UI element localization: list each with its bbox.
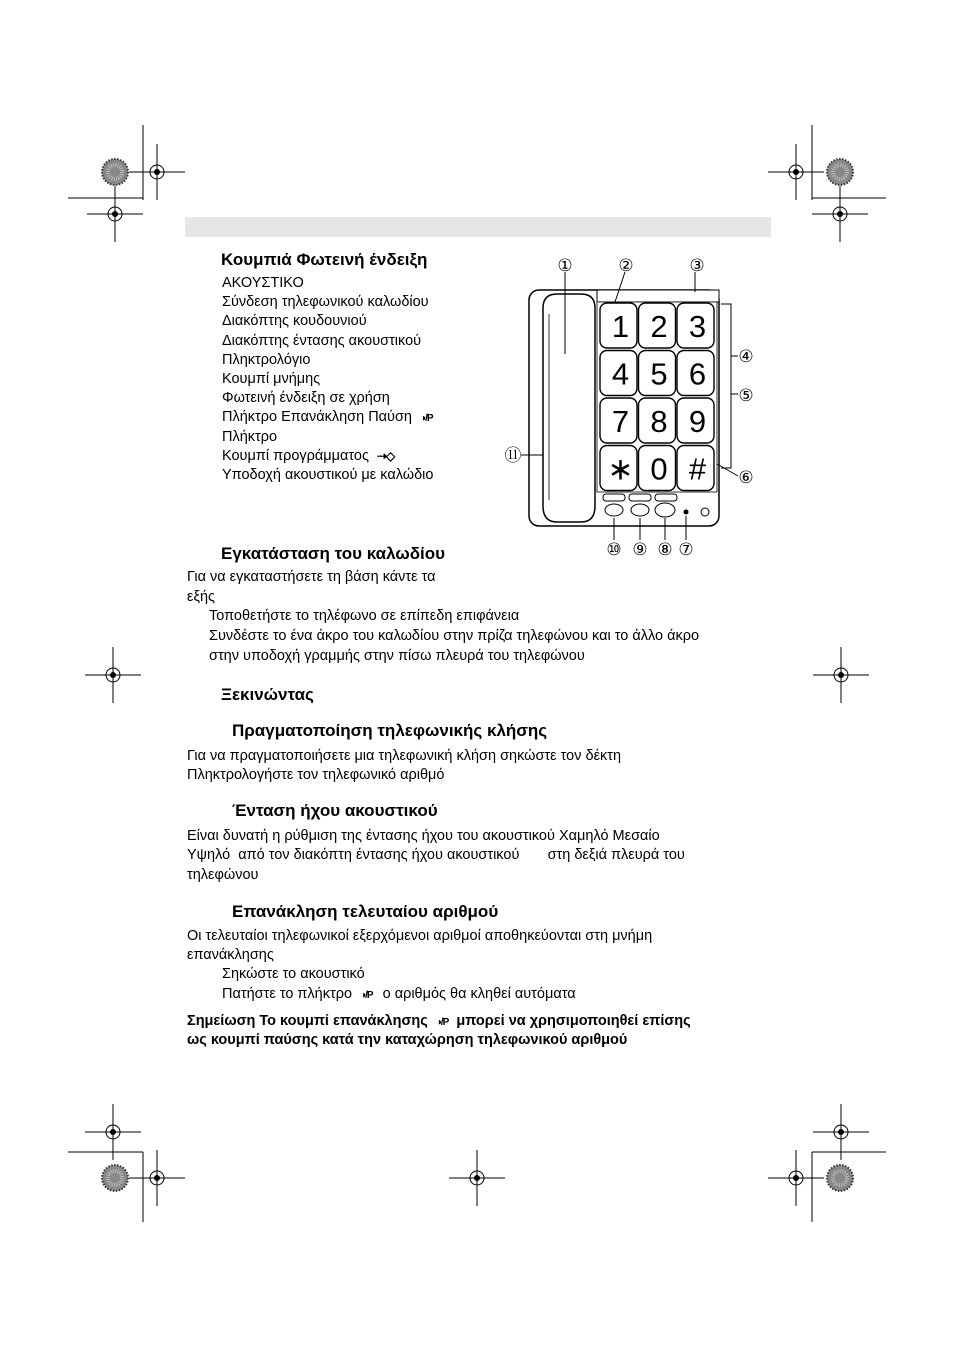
crosshair-icon — [129, 144, 185, 200]
list-item-redial — [222, 409, 433, 425]
note-text: μπορεί να χρησιμοποιηθεί επίσης — [456, 1013, 691, 1029]
paragraph-line: Οι τελευταίοι τηλεφωνικοί εξερχόμενοι αριθμοί αποθηκεύονται στη μνήμη — [187, 928, 653, 944]
keypad-key-label: 0 — [650, 451, 668, 487]
crosshair-icon — [812, 186, 868, 242]
color-target-icon — [827, 159, 853, 185]
keypad-key-label: 1 — [611, 309, 630, 344]
paragraph-line: επανάκλησης — [187, 947, 274, 963]
call-heading: Πραγματοποίηση τηλεφωνικής κλήσης — [232, 721, 548, 740]
list-item: Φωτεινή ένδειξη σε χρήση — [222, 390, 390, 406]
volume-heading: Ένταση ήχου ακουστικού — [232, 801, 438, 820]
color-target-icon — [102, 1165, 128, 1191]
install-heading: Εγκατάσταση του καλωδίου — [221, 544, 446, 563]
crosshair-icon — [449, 1150, 505, 1206]
keypad-key-label: 3 — [688, 309, 707, 344]
list-item: Συνδέστε το ένα άκρο του καλωδίου στην πρίζα τηλεφώνου και το άλλο άκρο — [209, 628, 700, 644]
callout-11: ⑪ — [504, 446, 522, 465]
note-line — [187, 1013, 691, 1029]
crosshair-icon — [85, 647, 141, 703]
paragraph-line: Είναι δυνατή η ρύθμιση της έντασης ήχου του ακουστικού Χαμηλό Μεσαίο — [187, 828, 660, 844]
paragraph-line: Για να πραγματοποιήσετε μια τηλεφωνική κλήση σηκώστε τον δέκτη — [187, 748, 622, 764]
callout-7: ⑦ — [678, 540, 694, 559]
list-item: Πληκτρολόγιο — [222, 352, 311, 368]
callout-10: ⑩ — [606, 540, 622, 559]
callout-6: ⑥ — [738, 468, 754, 487]
list-item: Σύνδεση τηλεφωνικού καλωδίου — [222, 294, 429, 310]
keypad-key-label: 6 — [688, 356, 707, 392]
redial-heading: Επανάκληση τελευταίου αριθμού — [232, 902, 499, 921]
program-icon: ⇢◇ — [377, 449, 395, 463]
list-item-label: ο αριθμός θα κληθεί αυτόματα — [382, 986, 576, 1002]
keypad-key-label: 7 — [611, 404, 630, 439]
callout-8: ⑧ — [657, 540, 673, 559]
list-item: στην υποδοχή γραμμής στην πίσω πλευρά του τηλεφώνου — [209, 648, 585, 664]
paragraph-line: Για να εγκαταστήσετε τη βάση κάντε τα — [187, 569, 436, 585]
callout-4: ④ — [738, 347, 754, 366]
note-label: Σημείωση Το κουμπί επανάκλησης — [187, 1013, 428, 1029]
callout-3: ③ — [689, 256, 705, 275]
redial-pause-icon: ◑/P — [435, 1017, 449, 1028]
callout-1: ① — [557, 256, 573, 275]
list-item: Διακόπτης έντασης ακουστικού — [222, 333, 422, 349]
keypad-key-label: 4 — [611, 356, 630, 392]
start-heading: Ξεκινώντας — [221, 685, 314, 704]
keypad-key-label: 2 — [650, 309, 668, 344]
list-item — [222, 986, 576, 1002]
keypad-key-label: 5 — [650, 356, 668, 392]
paragraph-line: Υψηλό από τον διακόπτη έντασης ήχου ακουστικού στη δεξιά πλευρά του — [187, 847, 685, 863]
redial-pause-icon: ◑/P — [360, 990, 373, 1001]
crosshair-icon — [768, 144, 824, 200]
color-target-icon — [102, 159, 128, 185]
list-item: Πλήκτρο — [222, 429, 278, 445]
list-item-label: Πατήστε το πλήκτρο — [222, 986, 353, 1002]
list-item-program — [222, 448, 394, 464]
crosshair-icon — [813, 647, 869, 703]
redial-pause-icon: ◑/P — [420, 413, 433, 424]
keypad-key-label: ∗ — [607, 451, 634, 487]
keypad-key-label: # — [688, 451, 707, 487]
list-item: Υποδοχή ακουστικού με καλώδιο — [222, 467, 434, 483]
list-item-label: Πλήκτρο Επανάκληση Παύση — [222, 409, 412, 425]
crosshair-icon — [129, 1150, 185, 1206]
crosshair-icon — [87, 186, 143, 242]
note-line: ως κουμπί παύσης κατά την καταχώρηση τηλεφωνικού αριθμού — [187, 1032, 628, 1048]
list-item: Σηκώστε το ακουστικό — [222, 966, 365, 982]
callout-5: ⑤ — [738, 386, 754, 405]
list-item-label: Κουμπί προγράμματος — [222, 448, 369, 464]
phone-diagram — [495, 250, 765, 565]
header-band — [185, 217, 771, 237]
color-target-icon — [827, 1165, 853, 1191]
keypad-key-label: 8 — [650, 404, 668, 439]
paragraph-line: εξής — [187, 589, 216, 605]
list-item: ΑΚΟΥΣΤΙΚΟ — [222, 275, 304, 291]
keypad-key-label: 9 — [688, 404, 707, 439]
list-item: Κουμπί μνήμης — [222, 371, 321, 387]
callout-2: ② — [618, 256, 634, 275]
paragraph-line: τηλεφώνου — [187, 867, 259, 883]
callout-9: ⑨ — [632, 540, 648, 559]
list-item: Διακόπτης κουδουνιού — [222, 313, 367, 329]
buttons-heading: Κουμπιά Φωτεινή ένδειξη — [221, 250, 428, 269]
paragraph-line: Πληκτρολογήστε τον τηλεφωνικό αριθμό — [187, 767, 445, 783]
crosshair-icon — [768, 1150, 824, 1206]
list-item: Τοποθετήστε το τηλέφωνο σε επίπεδη επιφάνεια — [209, 608, 520, 624]
